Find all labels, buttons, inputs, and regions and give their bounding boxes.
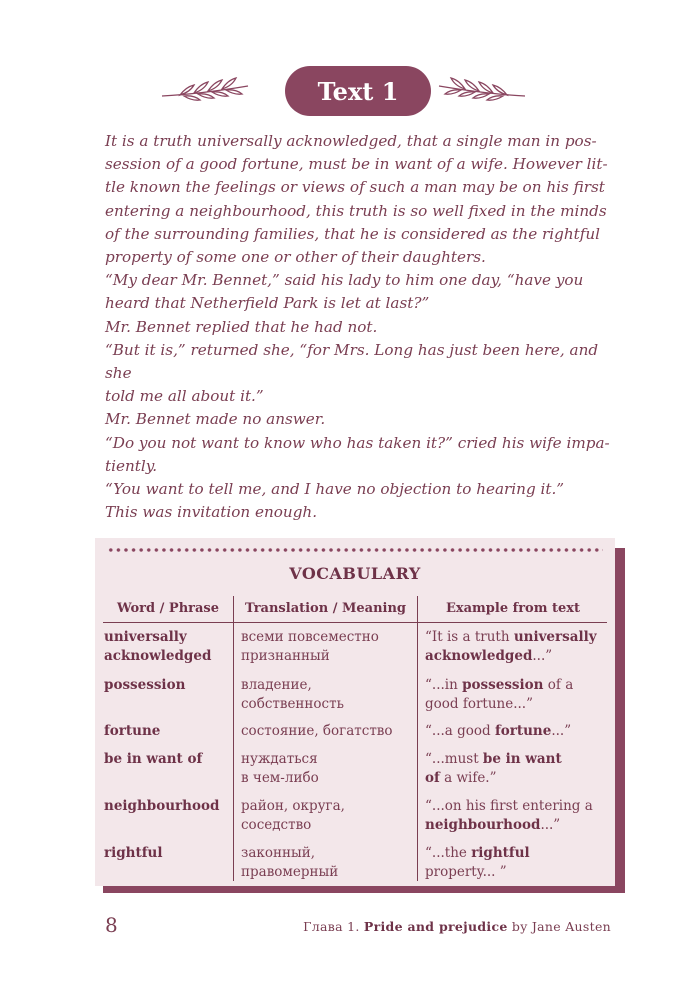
translation-cell: владение, собственность (241, 677, 344, 712)
text-line: “But it is,” returned she, “for Mrs. Long has just been here, and she (105, 340, 599, 383)
text-line: This was invitation enough. (105, 503, 318, 522)
vocabulary-panel (95, 538, 615, 886)
text-line: It is a truth universally acknowledged, that a single man in pos- (105, 132, 597, 150)
text-line: told me all about it.” (105, 387, 264, 406)
page-number: 8 (105, 913, 118, 937)
translation-cell: район, округа, соседство (241, 798, 345, 833)
example-cell: “...on his first entering a neighbourhood...” (425, 798, 593, 833)
text-line: “You want to tell me, and I have no objection to hearing it.” (105, 480, 565, 499)
word-cell: universally acknowledged (104, 629, 212, 664)
text-line: property of some one or other of their daughters. (105, 248, 486, 267)
author-name: Jane Austen (531, 919, 611, 934)
translation-cell: нуждаться в чем-либо (241, 751, 319, 786)
text-line: Mr. Bennet made no answer. (105, 410, 326, 429)
running-head: Глава 1. Pride and prejudice by Jane Austen (303, 919, 611, 934)
page-footer (105, 913, 611, 937)
book-title: Pride and prejudice (363, 919, 508, 934)
text-line: “Do you not want to know who has taken it?” cried his wife impa- (105, 433, 610, 452)
text-line: “My dear Mr. Bennet,” said his lady to him one day, “have you (105, 271, 584, 290)
example-cell: “...must be in want of a wife.” (425, 751, 562, 786)
text-line: tiently. (105, 456, 158, 475)
translation-cell: состояние, богатство (241, 723, 393, 739)
word-cell: rightful (104, 845, 163, 861)
column-header-word: Word / Phrase (116, 601, 220, 616)
word-cell: possession (104, 677, 186, 693)
word-cell: fortune (104, 723, 161, 739)
header-rule (103, 622, 607, 623)
text-title: Text 1 (285, 66, 431, 116)
example-cell: “...a good fortune...” (425, 723, 572, 739)
wreath-right-icon (437, 72, 527, 108)
text-line: entering a neighbourhood, this truth is so well fixed in the minds (105, 201, 607, 220)
column-header-example: Example from text (445, 601, 581, 616)
column-header-translation: Translation / Meaning (244, 601, 406, 616)
word-cell: be in want of (104, 751, 203, 767)
column-divider (233, 596, 234, 881)
text-line: session of a good fortune, must be in want of a wife. However lit- (105, 155, 608, 174)
wreath-left-icon (160, 72, 250, 108)
word-cell: neighbourhood (104, 798, 220, 814)
text-line: tle known the feelings or views of such a man may be on his first (105, 178, 605, 197)
translation-cell: законный, правомерный (241, 845, 339, 880)
example-cell: “...the rightful property... ” (425, 845, 530, 880)
text-line: heard that Netherfield Park is let at last?” (105, 294, 430, 313)
chapter-label: Глава 1. (303, 919, 360, 934)
story-text (105, 130, 611, 524)
translation-cell: всеми повсеместно признанный (241, 629, 379, 664)
dotted-divider (107, 547, 603, 553)
example-cell: “It is a truth universally acknowledged...” (425, 629, 597, 664)
text-header (0, 66, 681, 116)
vocabulary-title: VOCABULARY (289, 564, 421, 583)
column-divider (417, 596, 418, 881)
text-line: of the surrounding families, that he is considered as the rightful (105, 224, 600, 243)
example-cell: “...in possession of a good fortune...” (425, 677, 574, 712)
text-line: Mr. Bennet replied that he had not. (105, 317, 378, 336)
